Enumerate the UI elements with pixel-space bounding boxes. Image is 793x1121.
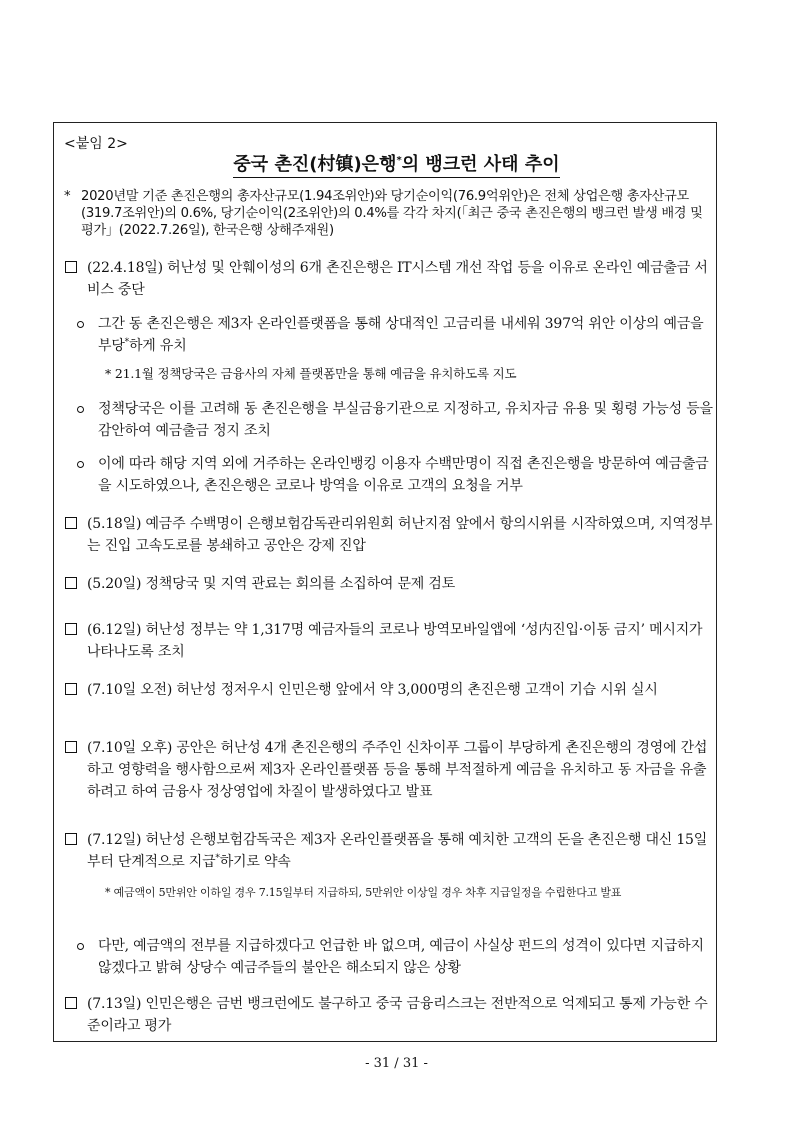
bullet-item: (6.12일) 허난성 정부는 약 1,317명 예금자들의 코로나 방역모바일앱에 ‘성内진입·이동 금지’ 메시지가 나타나도록 조치 — [64, 619, 714, 663]
sub-bullet-item: 다만, 예금액의 전부를 지급하겠다고 언급한 바 없으며, 예금이 사실상 펀드의 성격이 있다면 지급하지 않겠다고 밝혀 상당수 예금주들의 불안은 해소되지 않은 상황 — [74, 935, 714, 979]
circle-bullet-icon — [77, 321, 84, 328]
sub-bullet-item: 정책당국은 이를 고려해 동 촌진은행을 부실금융기관으로 지정하고, 유치자금 유용 및 횡령 가능성 등을 감안하여 예금출금 정지 조치 — [74, 398, 714, 442]
bullet-item: (7.13일) 인민은행은 금번 뱅크런에도 불구하고 중국 금융리스크는 전반적으로 억제되고 통제 가능한 수준이라고 평가 — [64, 993, 714, 1037]
sub-note: * 예금액이 5만위안 이하일 경우 7.15일부터 지급하되, 5만위안 이상일 경우 차후 지급일정을 수립한다고 발표 — [105, 886, 622, 899]
circle-bullet-icon — [77, 943, 84, 950]
footnote-text: 2020년말 기준 촌진은행의 총자산규모(1.94조위안)와 당기순이익(76.9억위안)은 전체 상업은행 총자산규모(319.7조위안)의 0.6%, 당기순이익(2조위안)의 0.4%를 각각 차지(「최근 중국 촌진은행의 뱅크런 발생 배경 및 평가」(2022.7.26일), 한국은행 상해주재원) — [81, 189, 703, 238]
square-bullet-icon — [65, 577, 77, 589]
square-bullet-icon — [65, 741, 77, 753]
bullet-item: (5.18일) 예금주 수백명이 은행보험감독관리위원회 허난지점 앞에서 항의시위를 시작하였으며, 지역정부는 진입 고속도로를 봉쇄하고 공안은 강제 진압 — [64, 513, 714, 557]
sub-note: * 21.1월 정책당국은 금융사의 자체 플랫폼만을 통해 예금을 유치하도록 지도 — [105, 366, 517, 381]
bullet-item: (5.20일) 정책당국 및 지역 관료는 회의를 소집하여 문제 검토 — [64, 573, 714, 595]
circle-bullet-icon — [77, 461, 84, 468]
square-bullet-icon — [65, 623, 77, 635]
square-bullet-icon — [65, 261, 77, 273]
bullet-item: (7.12일) 허난성 은행보험감독국은 제3자 온라인플랫폼을 통해 예치한 고객의 돈을 촌진은행 대신 15일부터 단계적으로 지급*하기로 약속 — [64, 829, 714, 873]
bullet-item: (7.10일 오전) 허난성 정저우시 인민은행 앞에서 약 3,000명의 촌진은행 고객이 기습 시위 실시 — [64, 679, 714, 701]
square-bullet-icon — [65, 833, 77, 845]
square-bullet-icon — [65, 683, 77, 695]
top-footnote — [64, 188, 714, 239]
title-underlined — [233, 150, 559, 178]
page-number: - 31 / 31 - — [365, 1056, 428, 1071]
attachment-label: <붙임 2> — [64, 136, 128, 152]
square-bullet-icon — [65, 517, 77, 529]
footnote-star: * — [64, 189, 71, 204]
title-text: 중국 촌진(村镇)은행 — [233, 154, 397, 175]
title-suffix: 의 뱅크런 사태 추이 — [401, 154, 560, 175]
sub-bullet-item: 그간 동 촌진은행은 제3자 온라인플랫폼을 통해 상대적인 고금리를 내세워 397억 위안 이상의 예금을 부당*하게 유치 — [74, 313, 714, 357]
page-title — [0, 150, 793, 178]
title-footnote-star: * — [396, 155, 402, 166]
bullet-item: (22.4.18일) 허난성 및 안훼이성의 6개 촌진은행은 IT시스템 개선 작업 등을 이유로 온라인 예금출금 서비스 중단 — [64, 257, 714, 301]
bullet-item: (7.10일 오후) 공안은 허난성 4개 촌진은행의 주주인 신차이푸 그룹이 부당하게 촌진은행의 경영에 간섭하고 영향력을 행사함으로써 제3자 온라인플랫폼 등을 통해 부적절하게 예금을 유치하고 동 자금을 유출하려고 하여 금융사 정상영업에 차질이 발생하였다고 발표 — [64, 737, 714, 803]
square-bullet-icon — [65, 997, 77, 1009]
circle-bullet-icon — [77, 406, 84, 413]
sub-bullet-item: 이에 따라 해당 지역 외에 거주하는 온라인뱅킹 이용자 수백만명이 직접 촌진은행을 방문하여 예금출금을 시도하였으나, 촌진은행은 코로나 방역을 이유로 고객의 요청을 거부 — [74, 453, 714, 497]
